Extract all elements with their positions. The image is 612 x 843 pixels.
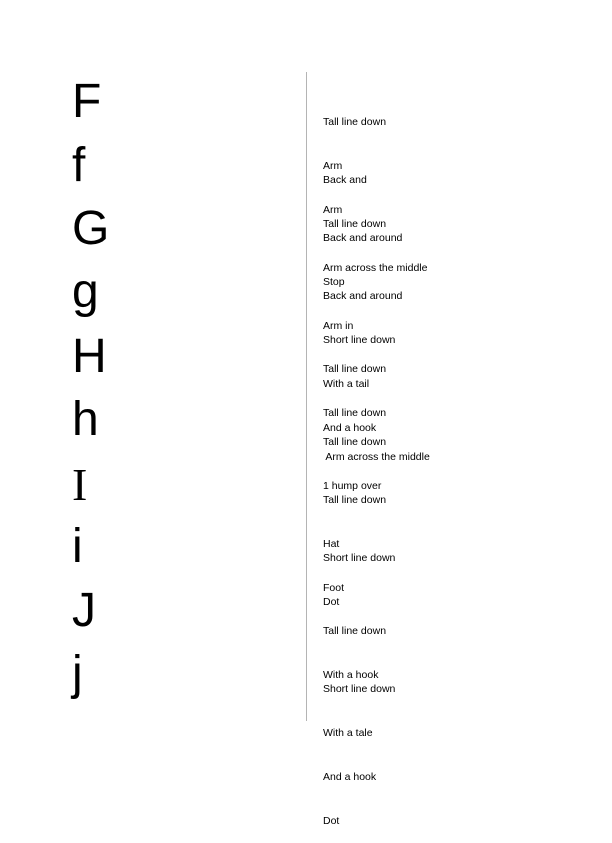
letter-j: j — [72, 647, 83, 700]
instruction-line: Tall line down — [323, 625, 387, 638]
instruction-line: Arm — [323, 203, 343, 216]
letter-H: H — [72, 330, 107, 383]
instruction-line: With a tale — [323, 726, 373, 739]
column-divider — [306, 72, 307, 721]
instruction-line: Arm in — [323, 319, 354, 332]
instruction-line: Back and — [323, 174, 367, 187]
letter-f: f — [72, 139, 86, 192]
instruction-line: 1 hump over — [323, 479, 382, 492]
instruction-line: Short line down — [323, 552, 396, 565]
instruction-line: Tall line down — [323, 494, 387, 507]
letter-I: I — [72, 459, 88, 510]
letter-G: G — [72, 202, 110, 255]
letter-J: J — [72, 584, 96, 637]
instruction-line: Arm across the middle — [323, 450, 430, 463]
instruction-line: Tall line down — [323, 217, 387, 230]
instructions-j — [323, 653, 395, 843]
instruction-line: Tall line down — [323, 436, 387, 449]
instruction-line: Back and around — [323, 232, 403, 245]
instruction-line: And a hook — [323, 421, 377, 434]
instruction-line: Foot — [323, 581, 345, 594]
instruction-line: Back and around — [323, 290, 403, 303]
instruction-line: Arm across the middle — [323, 261, 428, 274]
instruction-line: Short line down — [323, 333, 396, 346]
instruction-line: Short line down — [323, 683, 396, 696]
instruction-line: Stop — [323, 275, 345, 288]
letter-F: F — [72, 75, 102, 128]
instruction-line: And a hook — [323, 770, 377, 783]
instruction-line: Tall line down — [323, 406, 387, 419]
instruction-line: Hat — [323, 537, 340, 550]
letter-h: h — [72, 393, 99, 446]
letter-g: g — [72, 265, 99, 318]
instruction-line: With a tail — [323, 377, 370, 390]
instruction-line: Arm — [323, 159, 343, 172]
letter-i: i — [72, 520, 83, 573]
instruction-line: Tall line down — [323, 116, 387, 129]
instruction-line: Dot — [323, 595, 340, 608]
instruction-line: Tall line down — [323, 363, 387, 376]
instruction-line: With a hook — [323, 668, 379, 681]
instruction-line: Dot — [323, 814, 340, 827]
